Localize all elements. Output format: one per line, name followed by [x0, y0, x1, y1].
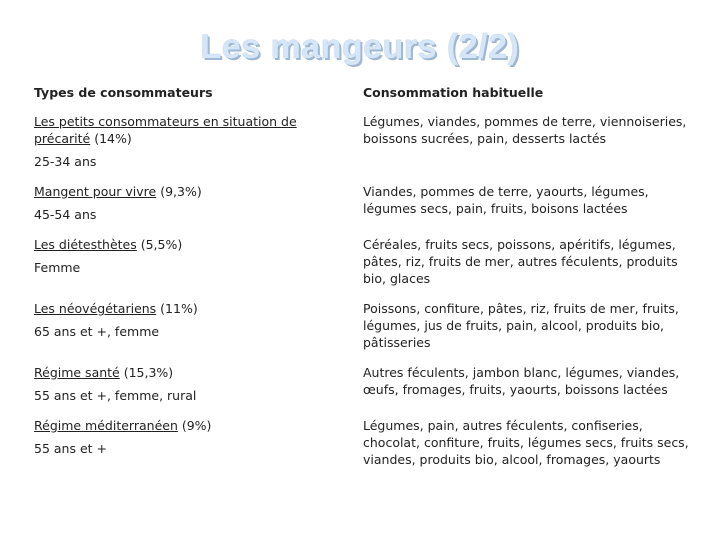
- consumer-type-percentage: (15,3%): [119, 365, 174, 380]
- consumer-type-name: Les néovégétariens: [34, 301, 157, 316]
- consumer-profile: 55 ans et +, femme, rural: [34, 388, 197, 403]
- consumer-type-percentage: (9,3%): [156, 184, 202, 199]
- consumer-type-cell: [28, 113, 357, 183]
- consumption-cell: Viandes, pommes de terre, yaourts, légumes, légumes secs, pain, fruits, boisons lactées: [363, 184, 649, 216]
- consumer-type-name: Régime méditerranéen: [34, 418, 178, 433]
- consumer-type-name: Mangent pour vivre: [34, 184, 157, 199]
- consumer-profile: 55 ans et +: [34, 441, 107, 456]
- table-row: [28, 417, 696, 481]
- header-usual-consumption: Consommation habituelle: [363, 85, 544, 100]
- consumer-type-percentage: (14%): [90, 131, 132, 146]
- consumer-type-cell: [28, 300, 357, 364]
- consumer-profile: 25-34 ans: [34, 154, 97, 169]
- slide-title: Les mangeurs (2/2): [200, 28, 520, 66]
- table-row: [28, 183, 696, 236]
- consumer-profile: Femme: [34, 260, 81, 275]
- consumption-cell: Poissons, confiture, pâtes, riz, fruits de mer, fruits, légumes, jus de fruits, pain, alcool, produits bio, pâtisseries: [363, 301, 679, 350]
- consumer-profile: 65 ans et +, femme: [34, 324, 160, 339]
- consumption-cell: Autres féculents, jambon blanc, légumes, viandes, œufs, fromages, fruits, yaourts, boissons lactées: [363, 365, 680, 397]
- consumer-type-cell: [28, 236, 357, 300]
- consumer-type-cell: [28, 417, 357, 481]
- consumer-type-percentage: (5,5%): [136, 237, 183, 252]
- table-row: [28, 364, 696, 417]
- consumption-cell: Céréales, fruits secs, poissons, apéritifs, légumes, pâtes, riz, fruits de mer, autres féculents, produits bio, glaces: [363, 237, 678, 286]
- consumption-cell: Légumes, viandes, pommes de terre, viennoiseries, boissons sucrées, pain, desserts lactés: [363, 114, 687, 146]
- consumer-type-percentage: (9%): [177, 418, 212, 433]
- header-consumer-types: Types de consommateurs: [34, 85, 213, 100]
- consumer-profile: 45-54 ans: [34, 207, 97, 222]
- table-row: [28, 113, 696, 183]
- consumer-type-cell: [28, 183, 357, 236]
- consumer-type-name: Régime santé: [34, 365, 120, 380]
- table-row: [28, 236, 696, 300]
- consumers-table: [28, 80, 696, 481]
- consumer-type-percentage: (11%): [156, 301, 198, 316]
- table-header-row: [28, 80, 696, 113]
- consumer-type-cell: [28, 364, 357, 417]
- table-row: [28, 300, 696, 364]
- consumer-type-name: Les diétesthètes: [34, 237, 137, 252]
- consumption-cell: Légumes, pain, autres féculents, confiseries, chocolat, confiture, fruits, légumes secs, fruits secs, viandes, produits bio, alcool, fromages, yaourts: [363, 418, 689, 467]
- consumer-type-name: Les petits consommateurs en situation de précarité: [34, 114, 297, 146]
